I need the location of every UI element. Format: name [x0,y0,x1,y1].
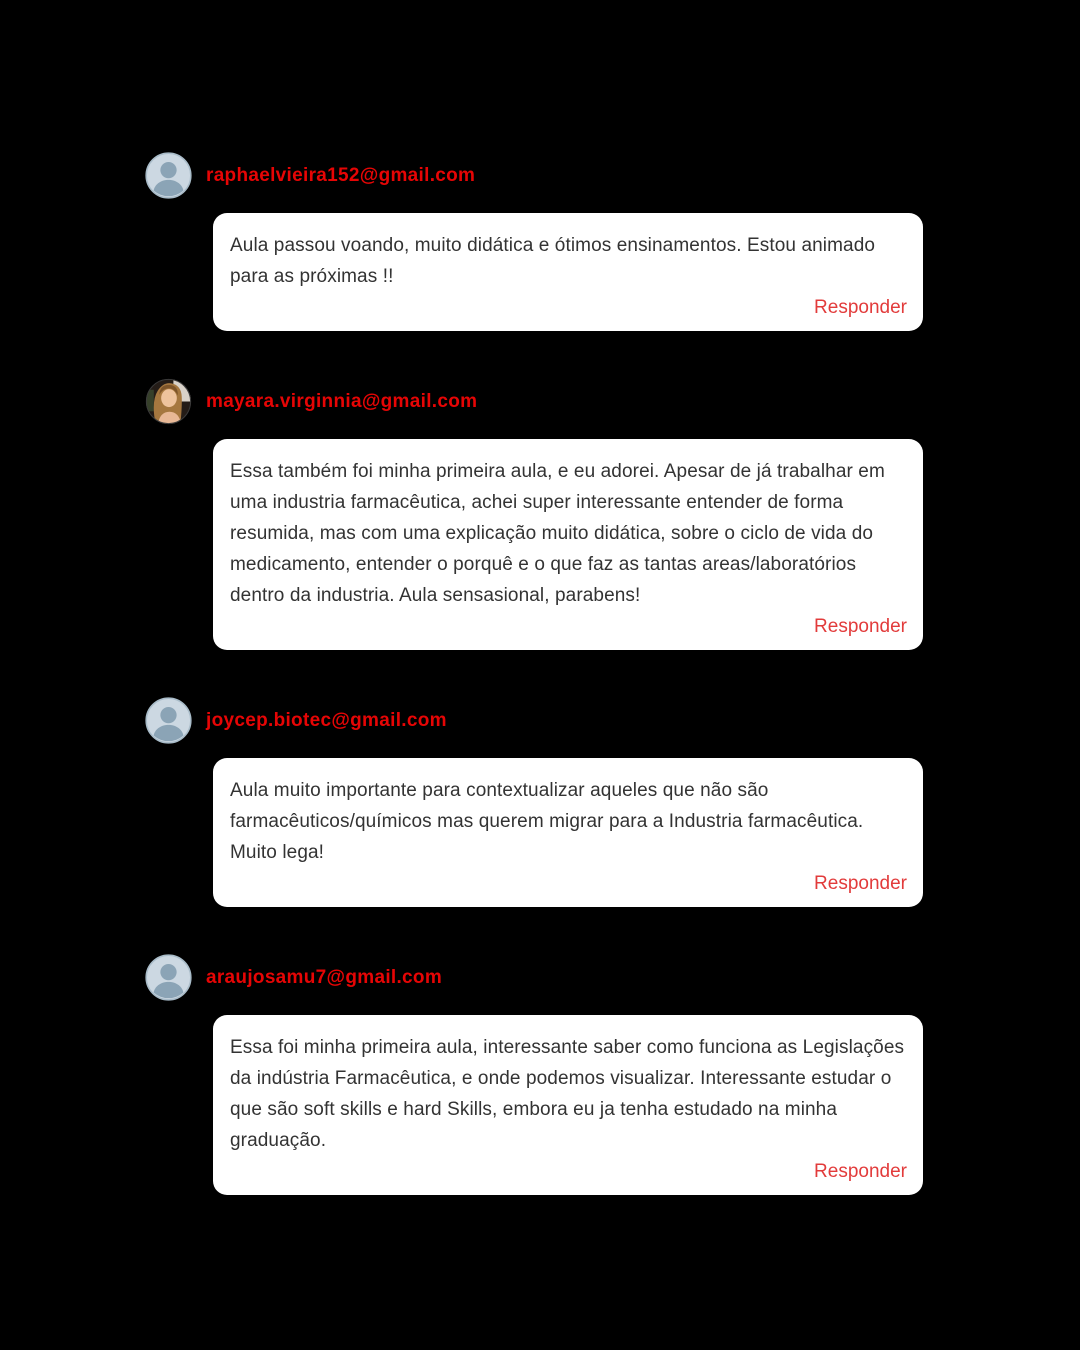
generic-person-icon[interactable] [145,954,192,1001]
comment-author-email[interactable]: raphaelvieira152@gmail.com [206,164,476,186]
user-photo-avatar[interactable] [145,378,192,425]
comment-header [145,954,1080,1001]
comment-card [213,1015,923,1195]
comment-text: Aula passou voando, muito didática e ótimos ensinamentos. Estou animado para as próximas !! [230,235,876,287]
comment-text: Essa também foi minha primeira aula, e eu adorei. Apesar de já trabalhar em uma industria farmacêutica, achei super interessante entender de forma resumida, mas com uma explicação muito didática, sobre o ciclo de vida do medicamento, entender o porquê e o que faz as tantas areas/laboratórios dentro da industria. Aula sensasional, parabens! [230,461,885,606]
comment-card [213,758,923,907]
generic-person-icon[interactable] [145,697,192,744]
comment-author-email[interactable]: mayara.virginnia@gmail.com [206,390,478,412]
comment-text: Aula muito importante para contextualizar aqueles que não são farmacêuticos/químicos mas querem migrar para a Industria farmacêutica. Muito lega! [230,780,864,863]
comment-header [145,697,1080,744]
reply-row [230,1159,907,1185]
comment [145,954,1080,1195]
reply-row [230,871,907,897]
reply-row [230,295,907,321]
reply-link[interactable]: Responder [814,297,907,318]
comment [145,378,1080,650]
comment-header [145,152,1080,199]
comment-author-email[interactable]: joycep.biotec@gmail.com [206,709,447,731]
comment-header [145,378,1080,425]
reply-link[interactable]: Responder [814,1161,907,1182]
reply-link[interactable]: Responder [814,873,907,894]
reply-link[interactable]: Responder [814,616,907,637]
generic-person-icon[interactable] [145,152,192,199]
comment-card [213,213,923,331]
reply-row [230,614,907,640]
comment [145,697,1080,907]
comment-author-email[interactable]: araujosamu7@gmail.com [206,966,443,988]
comment [145,152,1080,331]
comment-text: Essa foi minha primeira aula, interessante saber como funciona as Legislações da indústria Farmacêutica, e onde podemos visualizar. Interessante estudar o que são soft skills e hard Skills, embora eu ja tenha estudado na minha graduação. [230,1037,905,1151]
comment-card [213,439,923,650]
